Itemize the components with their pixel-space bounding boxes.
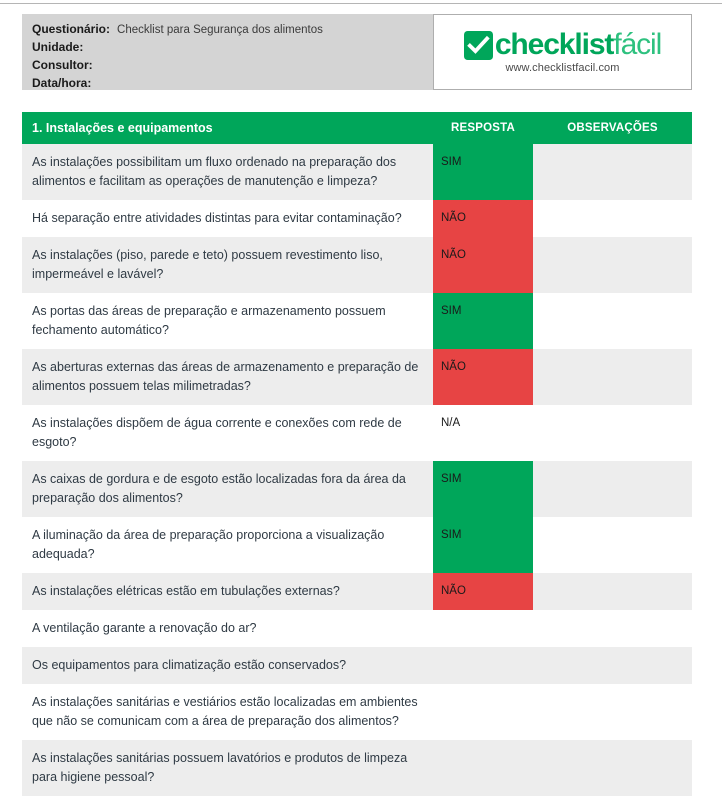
checklist-row (22, 573, 692, 610)
question-text: As caixas de gordura e de esgoto estão localizadas fora da área da preparação dos alimentos? (22, 461, 433, 517)
response-cell[interactable]: NÃO (433, 573, 533, 610)
logo-word-bold: checklist (494, 28, 614, 61)
response-cell[interactable]: SIM (433, 461, 533, 517)
checklist-row (22, 144, 692, 200)
response-cell[interactable]: NÃO (433, 349, 533, 405)
response-cell[interactable]: SIM (433, 144, 533, 200)
question-text: Os equipamentos para climatização estão conservados? (22, 647, 433, 684)
response-cell[interactable] (433, 740, 533, 796)
question-text: As instalações sanitárias possuem lavatórios e produtos de limpeza para higiene pessoal? (22, 740, 433, 796)
logo-url: www.checklistfacil.com (505, 62, 620, 74)
observacao-cell[interactable] (533, 293, 692, 349)
logo-wordmark (495, 30, 661, 60)
observacao-cell[interactable] (533, 740, 692, 796)
question-text: As aberturas externas das áreas de armazenamento e preparação de alimentos possuem telas milimetradas? (22, 349, 433, 405)
response-cell[interactable]: N/A (441, 417, 461, 429)
response-cell[interactable]: NÃO (433, 237, 533, 293)
checklist-row (22, 684, 692, 740)
question-text: As instalações dispõem de água corrente e conexões com rede de esgoto? (22, 405, 433, 461)
question-text: As instalações possibilitam um fluxo ordenado na preparação dos alimentos e facilitam as operações de manutenção e limpeza? (22, 144, 433, 200)
meta-row-consultor (32, 56, 433, 74)
response-cell[interactable] (433, 647, 533, 684)
observacao-cell[interactable] (533, 237, 692, 293)
column-header-observacoes: OBSERVAÇÕES (567, 122, 658, 134)
observacao-cell[interactable] (533, 517, 692, 573)
section-header (22, 112, 692, 144)
observacao-cell[interactable] (533, 349, 692, 405)
checklist-row (22, 517, 692, 573)
checklist-row (22, 237, 692, 293)
brand-logo-box (433, 14, 692, 90)
question-text: A ventilação garante a renovação do ar? (22, 610, 433, 647)
section-title: 1. Instalações e equipamentos (32, 121, 213, 135)
response-cell[interactable]: NÃO (433, 200, 533, 237)
meta-label-datahora: Data/hora: (32, 76, 92, 90)
meta-label-questionario: Questionário: (32, 22, 111, 36)
checklist-row (22, 405, 692, 461)
observacao-cell[interactable] (533, 684, 692, 740)
checklist-row (22, 461, 692, 517)
questionnaire-meta-box (22, 14, 433, 90)
question-text: Há separação entre atividades distintas para evitar contaminação? (22, 200, 433, 237)
checklist-row (22, 740, 692, 796)
question-text: As portas das áreas de preparação e armazenamento possuem fechamento automático? (22, 293, 433, 349)
meta-row-questionario (32, 20, 433, 38)
checklist-row (22, 349, 692, 405)
checklist-row (22, 647, 692, 684)
meta-row-datahora (32, 74, 433, 92)
observacao-cell[interactable] (533, 647, 692, 684)
question-text: As instalações sanitárias e vestiários estão localizadas em ambientes que não se comunicam com a área de preparação dos alimentos? (22, 684, 433, 740)
checklist-row (22, 610, 692, 647)
meta-row-unidade (32, 38, 433, 56)
question-text: As instalações (piso, parede e teto) possuem revestimento liso, impermeável e lavável? (22, 237, 433, 293)
observacao-cell[interactable] (533, 144, 692, 200)
question-text: As instalações elétricas estão em tubulações externas? (22, 573, 433, 610)
response-cell[interactable]: SIM (433, 517, 533, 573)
question-text: A iluminação da área de preparação proporciona a visualização adequada? (22, 517, 433, 573)
observacao-cell[interactable] (533, 200, 692, 237)
check-mark-icon (464, 31, 493, 60)
response-cell[interactable]: SIM (433, 293, 533, 349)
logo-word-light: fácil (613, 28, 662, 61)
logo-lockup (464, 30, 661, 60)
response-cell[interactable] (433, 610, 533, 647)
observacao-cell[interactable] (533, 405, 692, 461)
document-header (22, 14, 692, 90)
observacao-cell[interactable] (533, 461, 692, 517)
meta-label-consultor: Consultor: (32, 58, 93, 72)
checklist-row (22, 293, 692, 349)
checklist-document (22, 0, 692, 796)
observacao-cell[interactable] (533, 573, 692, 610)
meta-value-questionario: Checklist para Segurança dos alimentos (117, 24, 323, 36)
checklist-table (22, 144, 692, 796)
checklist-row (22, 200, 692, 237)
meta-label-unidade: Unidade: (32, 40, 84, 54)
observacao-cell[interactable] (533, 610, 692, 647)
response-cell[interactable] (433, 684, 533, 740)
column-header-resposta: RESPOSTA (450, 122, 515, 134)
